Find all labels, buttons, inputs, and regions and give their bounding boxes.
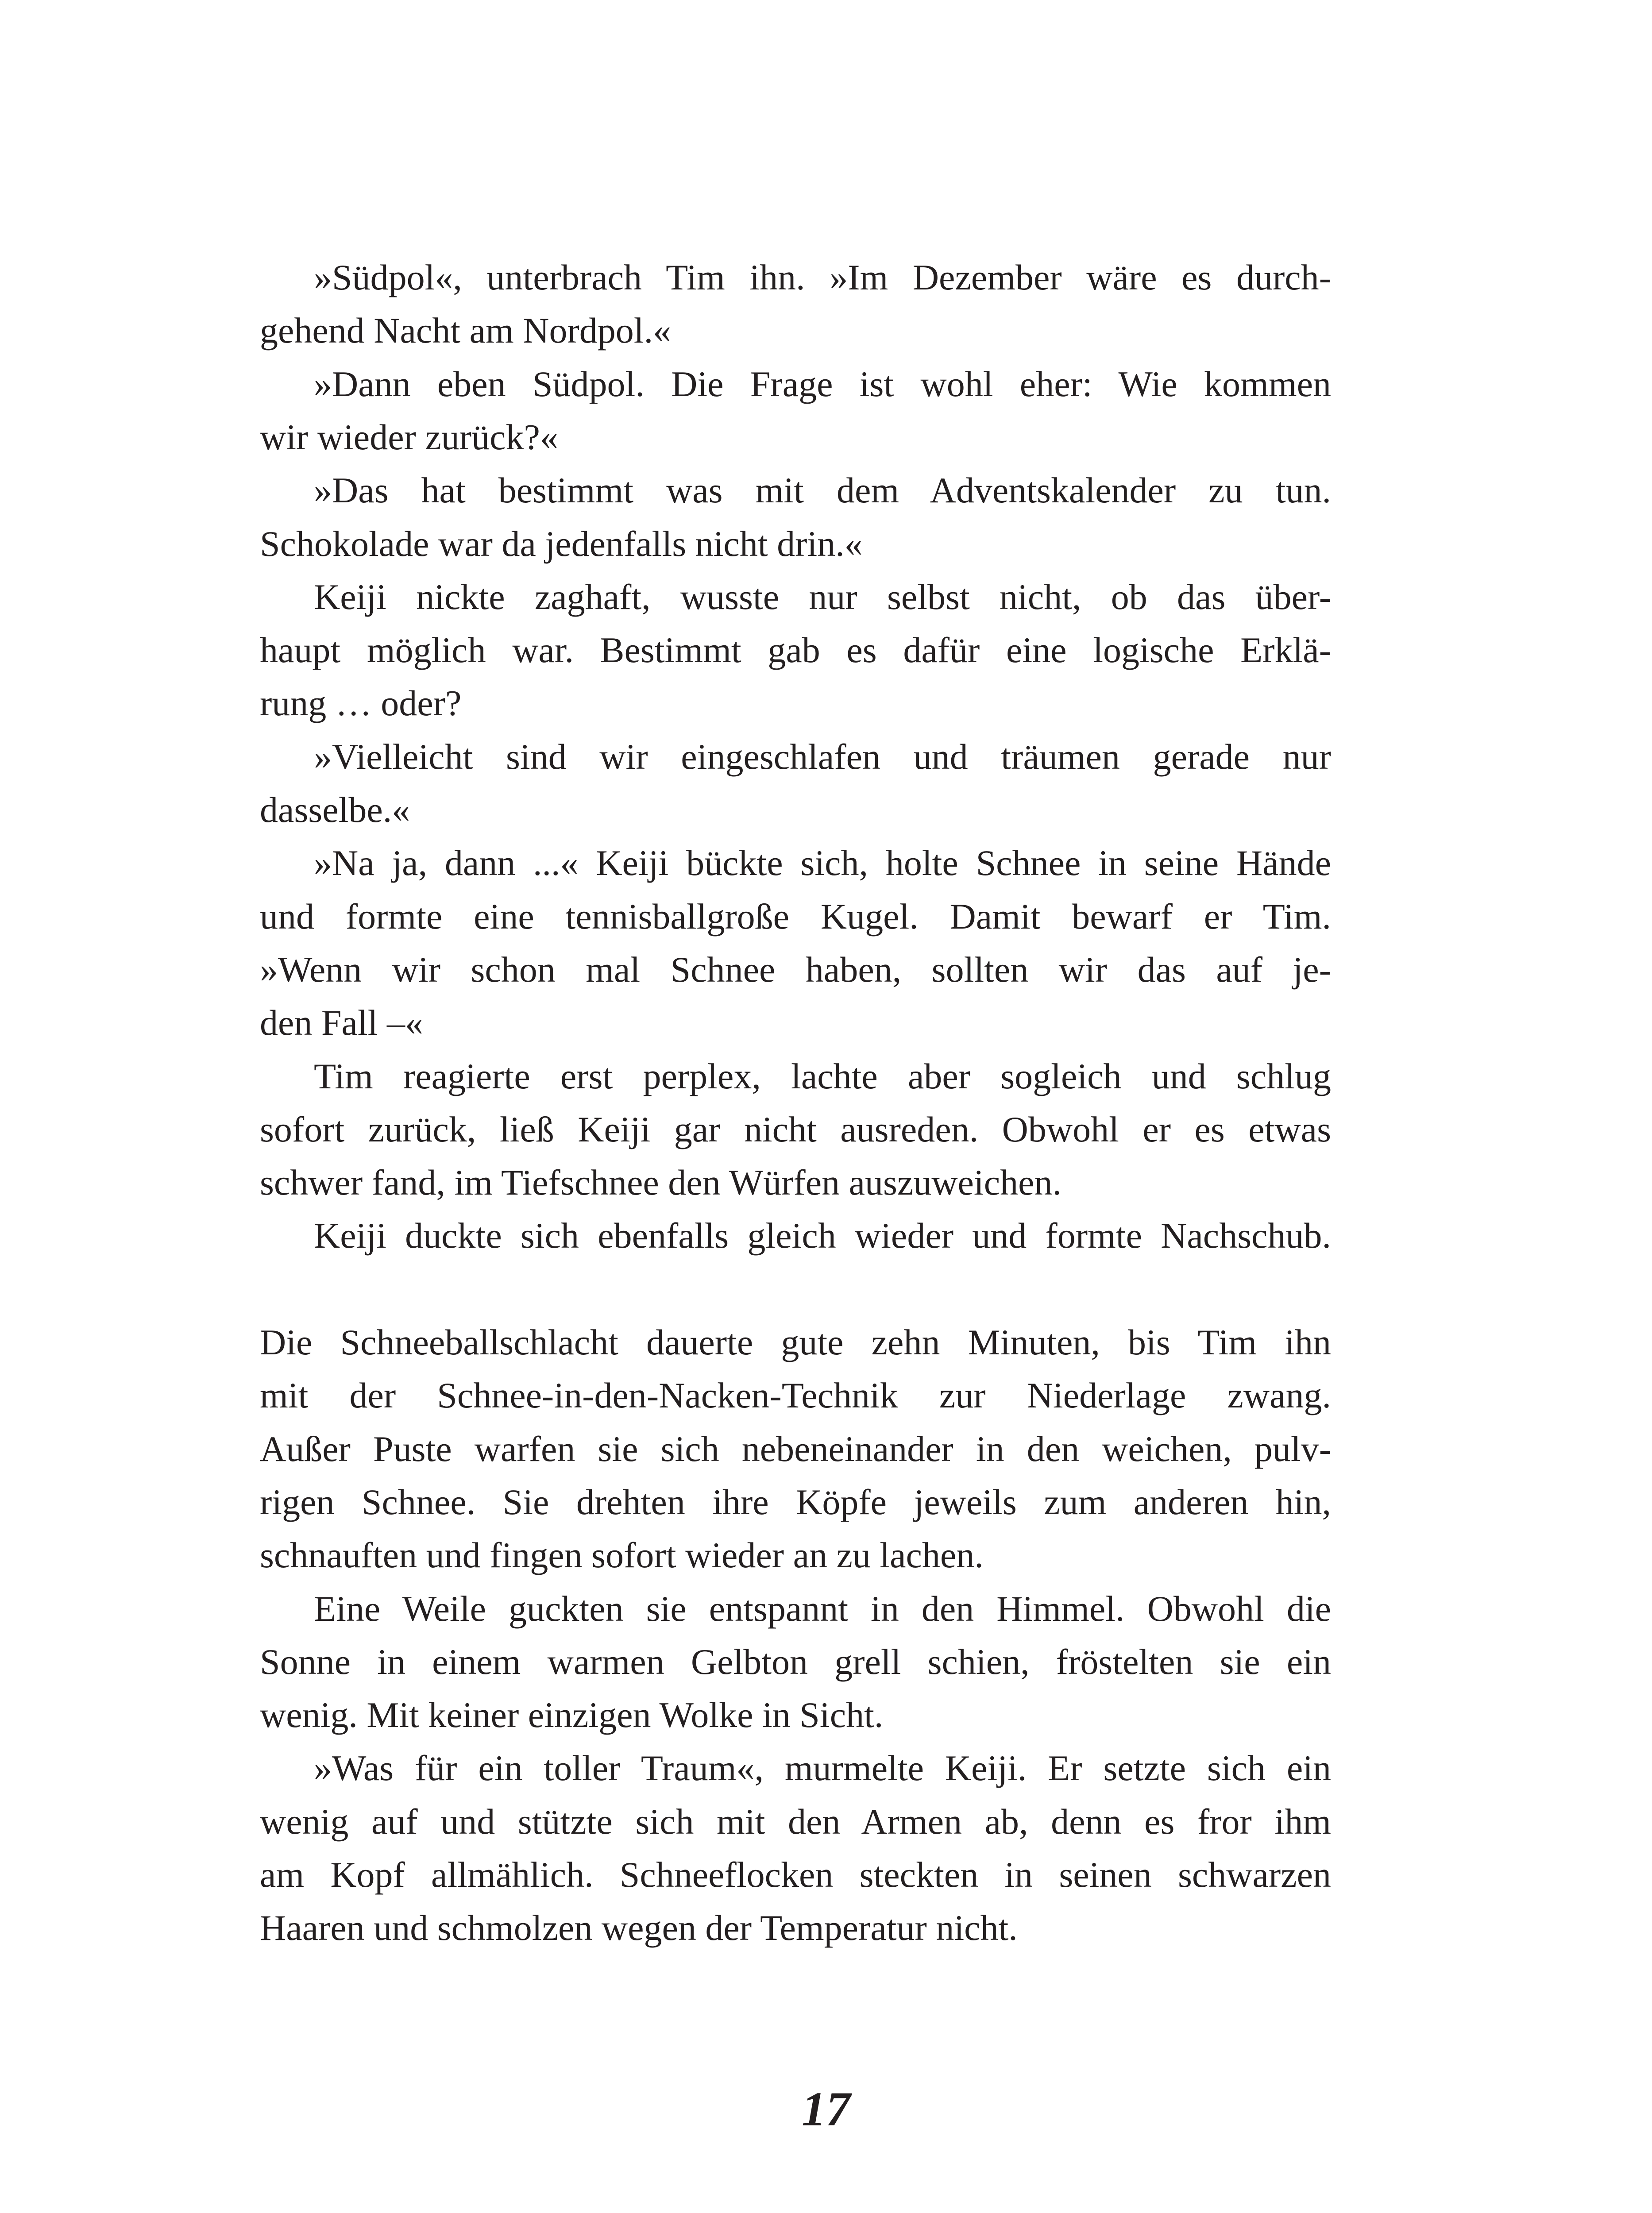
text-line: »Dann eben Südpol. Die Frage ist wohl eher: Wie kommen [314, 363, 1331, 404]
text-line: Haaren und schmolzen wegen der Temperatur nicht. [260, 1908, 1018, 1948]
text-line: Tim reagierte erst perplex, lachte aber sogleich und schlug [314, 1056, 1331, 1096]
text-line: den Fall –« [260, 1002, 423, 1043]
text-line: Keiji nickte zaghaft, wusste nur selbst nicht, ob das über- [314, 576, 1331, 617]
text-line: »Na ja, dann ...« Keiji bückte sich, holte Schnee in seine Hände [314, 843, 1331, 883]
text-line: wenig. Mit keiner einzigen Wolke in Sicht. [260, 1695, 884, 1735]
text-line: wenig auf und stützte sich mit den Armen ab, denn es fror ihm [260, 1801, 1331, 1842]
text-line: »Das hat bestimmt was mit dem Adventskalender zu tun. [314, 470, 1331, 511]
text-line: schnauften und fingen sofort wieder an zu lachen. [260, 1535, 984, 1576]
text-line: Keiji duckte sich ebenfalls gleich wieder und formte Nachschub. [314, 1215, 1331, 1256]
text-line: rigen Schnee. Sie drehten ihre Köpfe jeweils zum anderen hin, [260, 1481, 1331, 1522]
text-line: »Südpol«, unterbrach Tim ihn. »Im Dezember wäre es durch- [314, 257, 1331, 297]
text-line: Die Schneeballschlacht dauerte gute zehn Minuten, bis Tim ihn [260, 1322, 1331, 1362]
text-line: Schokolade war da jedenfalls nicht drin.« [260, 523, 863, 564]
text-line: am Kopf allmählich. Schneeflocken steckten in seinen schwarzen [260, 1854, 1331, 1895]
text-line: »Wenn wir schon mal Schnee haben, sollten wir das auf je- [260, 949, 1331, 990]
text-line: Eine Weile guckten sie entspannt in den Himmel. Obwohl die [314, 1588, 1331, 1629]
text-line: gehend Nacht am Nordpol.« [260, 310, 672, 351]
text-line: haupt möglich war. Bestimmt gab es dafür eine logische Erklä- [260, 630, 1331, 671]
text-line: schwer fand, im Tiefschnee den Würfen auszuweichen. [260, 1162, 1062, 1203]
text-line: wir wieder zurück?« [260, 416, 558, 457]
text-line: und formte eine tennisballgroße Kugel. Damit bewarf er Tim. [260, 896, 1331, 937]
text-line: »Was für ein toller Traum«, murmelte Keiji. Er setzte sich ein [314, 1748, 1331, 1789]
text-line: sofort zurück, ließ Keiji gar nicht ausreden. Obwohl er es etwas [260, 1109, 1331, 1149]
text-line: dasselbe.« [260, 790, 410, 830]
text-line: Außer Puste warfen sie sich nebeneinander in den weichen, pulv- [260, 1428, 1331, 1469]
page-number: 17 [802, 2082, 850, 2136]
text-line: mit der Schnee-in-den-Nacken-Technik zur Niederlage zwang. [260, 1375, 1331, 1416]
text-line: »Vielleicht sind wir eingeschlafen und träumen gerade nur [314, 736, 1331, 777]
text-line: rung … oder? [260, 683, 462, 724]
text-line: Sonne in einem warmen Gelbton grell schien, fröstelten sie ein [260, 1641, 1331, 1682]
